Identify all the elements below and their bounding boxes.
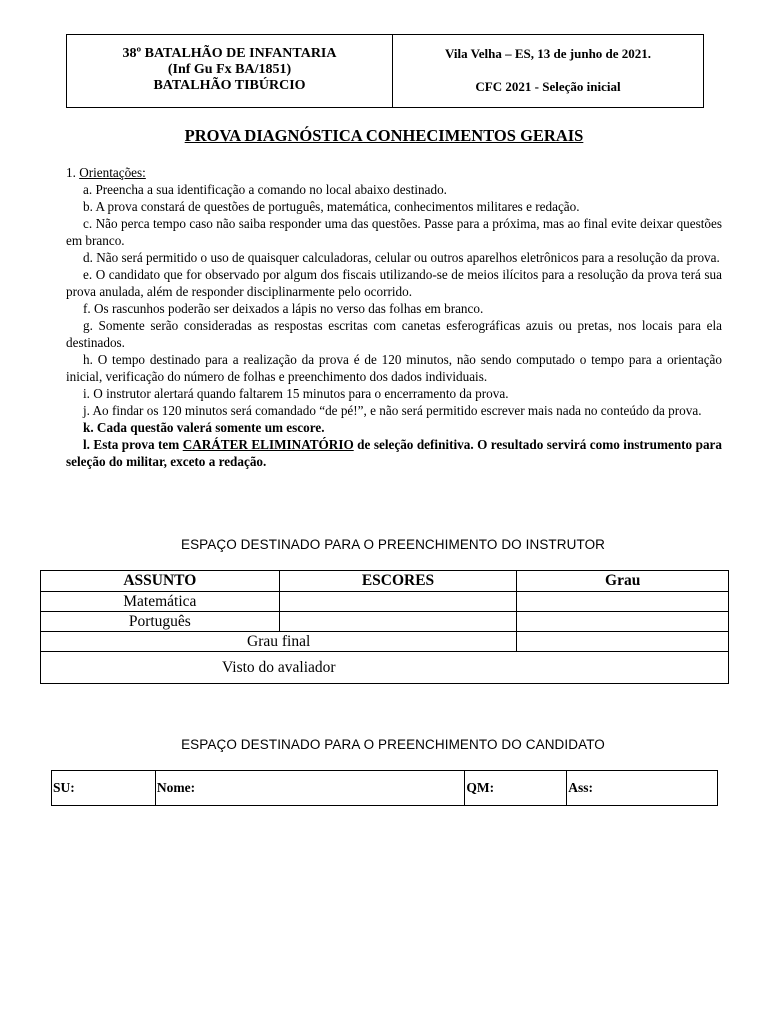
table-row bbox=[41, 612, 729, 632]
signature-field[interactable]: Ass: bbox=[567, 771, 718, 806]
instructor-section-label: ESPAÇO DESTINADO PARA O PREENCHIMENTO DO INSTRUTOR bbox=[180, 537, 606, 552]
orientation-item: j. Ao findar os 120 minutos será comandado “de pé!”, e não será permitido escrever mais nada no conteúdo da prova. bbox=[83, 403, 702, 418]
orientations-list bbox=[66, 164, 722, 470]
orientation-item: i. O instrutor alertará quando faltarem 15 minutos para o encerramento da prova. bbox=[83, 386, 509, 401]
header-scores: ESCORES bbox=[279, 571, 517, 592]
final-grade-row bbox=[41, 632, 729, 652]
su-field[interactable]: SU: bbox=[52, 771, 156, 806]
header-grade: Grau bbox=[517, 571, 729, 592]
orientation-item: c. Não perca tempo caso não saiba responder uma das questões. Passe para a próxima, mas ao final evite deixar questões em branco. bbox=[66, 216, 722, 248]
orientations-title: Orientações: bbox=[79, 165, 146, 180]
orientation-item: h. O tempo destinado para a realização da prova é de 120 minutos, não sendo computado o tempo para a orientação inicial, verificação do número de folhas e preenchimento dos dados individuais. bbox=[66, 352, 722, 384]
header-box bbox=[66, 34, 704, 108]
table-row bbox=[41, 592, 729, 612]
final-grade-cell[interactable] bbox=[517, 632, 729, 652]
final-grade-label: Grau final bbox=[41, 632, 517, 652]
date-line: Vila Velha – ES, 13 de junho de 2021. bbox=[444, 46, 652, 61]
org-unit: (Inf Gu Fx BA/1851) bbox=[167, 62, 292, 77]
grade-cell[interactable] bbox=[517, 612, 729, 632]
grades-header-row bbox=[41, 571, 729, 592]
candidate-row bbox=[52, 771, 718, 806]
orientation-item: e. O candidato que for observado por algum dos fiscais utilizando-se de meios ilícitos para a resolução da prova terá sua prova anulada, além de responder disciplinarmente pelo ocorrido. bbox=[66, 267, 722, 299]
qm-field[interactable]: QM: bbox=[465, 771, 567, 806]
orientation-item: a. Preencha a sua identificação a comando no local abaixo destinado. bbox=[83, 182, 447, 197]
eliminatory-emphasis: CARÁTER ELIMINATÓRIO bbox=[182, 437, 354, 452]
orientation-item: g. Somente serão consideradas as respostas escritas com canetas esferográficas azuis ou pretas, nos locais para ela destinados. bbox=[66, 318, 722, 350]
org-nickname: BATALHÃO TIBÚRCIO bbox=[153, 78, 306, 93]
orientation-item: b. A prova constará de questões de português, matemática, conhecimentos militares e redação. bbox=[83, 199, 580, 214]
item-l-suffix: de seleção definitiva. O resultado servirá como instrumento para seleção do militar, exceto a redação. bbox=[66, 437, 722, 469]
orientation-item-k: k. Cada questão valerá somente um escore. bbox=[83, 420, 325, 435]
evaluator-label: Visto do avaliador bbox=[41, 652, 729, 684]
org-name: 38º BATALHÃO DE INFANTARIA bbox=[122, 46, 337, 61]
item-l-prefix: l. Esta prova tem bbox=[83, 437, 183, 452]
grades-table bbox=[40, 570, 729, 684]
evaluator-row bbox=[41, 652, 729, 684]
course-line: CFC 2021 - Seleção inicial bbox=[475, 79, 621, 94]
date-block bbox=[393, 35, 703, 107]
orientations-heading bbox=[66, 164, 722, 181]
score-cell[interactable] bbox=[279, 592, 517, 612]
subject-math: Matemática bbox=[41, 592, 280, 612]
grade-cell[interactable] bbox=[517, 592, 729, 612]
candidate-section-label: ESPAÇO DESTINADO PARA O PREENCHIMENTO DO CANDIDATO bbox=[181, 737, 605, 752]
name-field[interactable]: Nome: bbox=[155, 771, 465, 806]
orientation-item: f. Os rascunhos poderão ser deixados a lápis no verso das folhas em branco. bbox=[83, 301, 484, 316]
score-cell[interactable] bbox=[279, 612, 517, 632]
orientations-number: 1. bbox=[66, 165, 80, 180]
subject-portuguese: Português bbox=[41, 612, 280, 632]
orientation-item: d. Não será permitido o uso de quaisquer calculadoras, celular ou outros aparelhos eletrônicos para a resolução da prova. bbox=[83, 250, 720, 265]
candidate-table bbox=[51, 770, 718, 806]
header-subject: ASSUNTO bbox=[41, 571, 280, 592]
page-title: PROVA DIAGNÓSTICA CONHECIMENTOS GERAIS bbox=[184, 126, 584, 145]
organization-block bbox=[67, 35, 393, 107]
orientation-item-l bbox=[66, 436, 722, 470]
